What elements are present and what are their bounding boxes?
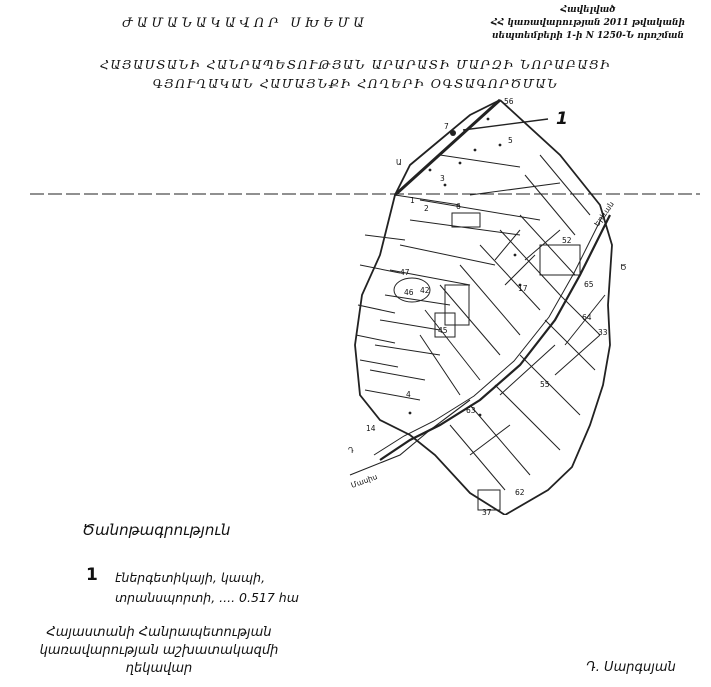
legend-title: Ծանոթագրություն bbox=[82, 521, 231, 539]
parcel-label: 47 bbox=[400, 268, 410, 277]
map-label: Ա bbox=[396, 158, 402, 167]
document-title: ԺԱՄԱՆԱԿԱՎՈՐ ՍԽԵՄԱ bbox=[122, 16, 368, 31]
signatory-position bbox=[14, 624, 304, 678]
position-line: ղեկավար bbox=[125, 661, 193, 676]
parcel-label: 42 bbox=[420, 286, 430, 295]
parcel-label: 6 bbox=[456, 202, 461, 211]
map-label: 56 bbox=[504, 97, 514, 106]
parcel-label: 64 bbox=[582, 313, 592, 322]
callout-number: 1 bbox=[556, 109, 568, 129]
appendix-line: սեպտեմբերի 1-ի N 1250-Ն որոշման bbox=[492, 31, 684, 41]
legend-text: տրանսպորտի, .... 0.517 հա bbox=[115, 590, 299, 605]
parcel-label: 17 bbox=[518, 284, 528, 293]
appendix-line: Հավելված bbox=[560, 5, 616, 15]
main-road bbox=[380, 215, 610, 460]
position-line: կառավարության աշխատակազմի bbox=[39, 643, 279, 658]
parcel-label: 37 bbox=[482, 508, 492, 515]
map-label: Երևան bbox=[592, 199, 616, 229]
parcel-label: 14 bbox=[366, 424, 376, 433]
parcel-label: 5 bbox=[508, 136, 513, 145]
parcel-label: 65 bbox=[584, 280, 594, 289]
parcel-label: 7 bbox=[444, 122, 449, 131]
parcel-label: 55 bbox=[540, 380, 550, 389]
parcel-label: 4 bbox=[406, 390, 411, 399]
parcel-label: 33 bbox=[598, 328, 608, 337]
appendix-note bbox=[470, 4, 706, 43]
map-label: Մասիս bbox=[349, 472, 379, 490]
parcel-label: 1 bbox=[410, 196, 415, 205]
land-use-map bbox=[0, 95, 711, 515]
parcel-label: 45 bbox=[438, 326, 448, 335]
parcel-label: 46 bbox=[404, 288, 414, 297]
parcel-label: 2 bbox=[424, 204, 429, 213]
heading-line-2: ԳՅՈՒՂԱԿԱՆ ՀԱՄԱՅՆՔԻ ՀՈՂԵՐԻ ՕԳՏԱԳՈՐԾՄԱՆ bbox=[152, 76, 559, 91]
heading-line-1: ՀԱՅԱՍՏԱՆԻ ՀԱՆՐԱՊԵՏՈՒԹՅԱՆ ԱՐԱՐԱՏԻ ՄԱՐԶԻ ՆՈՐԱԲԱՑԻ bbox=[99, 57, 612, 72]
parcel-label: 52 bbox=[562, 236, 572, 245]
parcel-label: 3 bbox=[440, 174, 445, 183]
parcel-label: 62 bbox=[515, 488, 525, 497]
signatory-name: Դ. Սարգսյան bbox=[586, 660, 676, 675]
parcel-label: 63 bbox=[466, 406, 476, 415]
legend-number: 1 bbox=[86, 565, 98, 585]
map-label: Դ bbox=[348, 446, 354, 455]
appendix-line: ՀՀ կառավարության 2011 թվականի bbox=[491, 18, 685, 28]
map-label: Ծ bbox=[620, 263, 627, 272]
legend-text: էներգետիկայի, կապի, bbox=[115, 570, 266, 585]
position-line: Հայաստանի Հանրապետության bbox=[46, 625, 272, 640]
river-line bbox=[350, 400, 470, 475]
